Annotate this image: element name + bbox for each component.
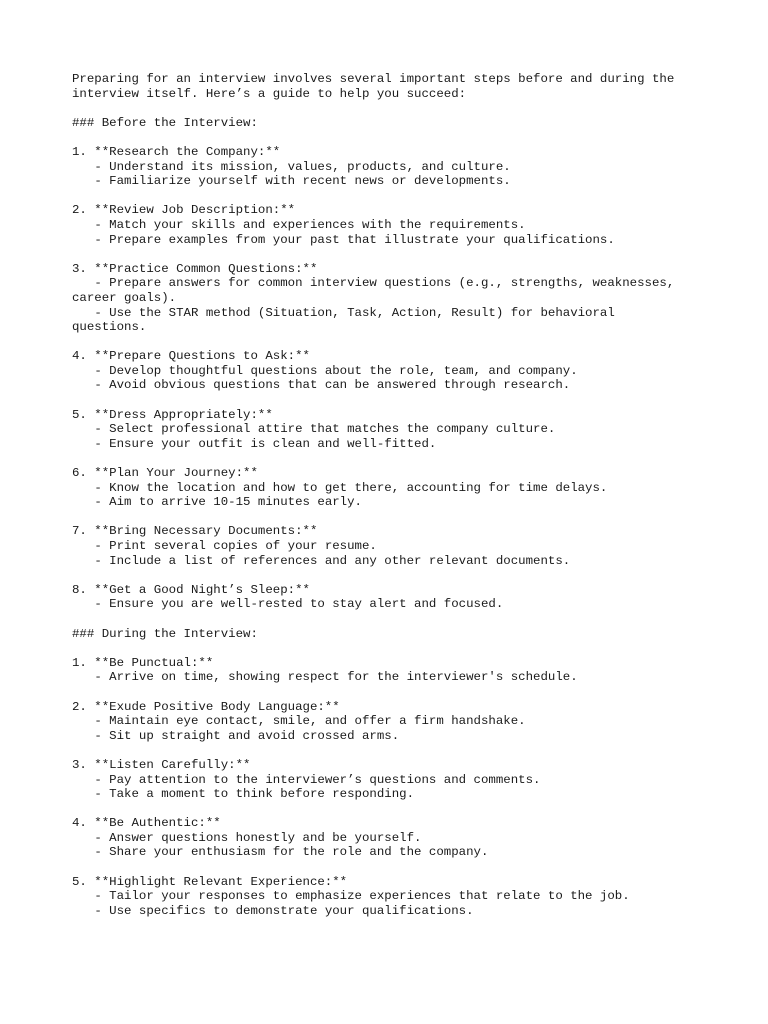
continuation-line: questions. bbox=[72, 320, 147, 335]
document-page bbox=[72, 72, 712, 918]
bullet-line: - Maintain eye contact, smile, and offer a firm handshake. bbox=[72, 714, 526, 729]
bullet-line: - Select professional attire that matches the company culture. bbox=[72, 422, 556, 437]
bullet-line: - Include a list of references and any other relevant documents. bbox=[72, 553, 571, 568]
numbered-item-heading: 3. **Practice Common Questions:** bbox=[72, 261, 318, 276]
bullet-line: - Sit up straight and avoid crossed arms. bbox=[72, 728, 400, 743]
numbered-item-heading: 8. **Get a Good Night’s Sleep:** bbox=[72, 582, 310, 597]
bullet-line: - Use specifics to demonstrate your qualifications. bbox=[72, 903, 474, 918]
bullet-line: - Ensure you are well-rested to stay alert and focused. bbox=[72, 597, 504, 612]
bullet-line: - Ensure your outfit is clean and well-fitted. bbox=[72, 436, 437, 451]
bullet-line: - Pay attention to the interviewer’s questions and comments. bbox=[72, 772, 541, 787]
intro-line: interview itself. Here’s a guide to help you succeed: bbox=[72, 86, 467, 101]
numbered-item-heading: 3. **Listen Carefully:** bbox=[72, 757, 251, 772]
bullet-line: - Take a moment to think before responding. bbox=[72, 787, 415, 802]
section-heading: ### During the Interview: bbox=[72, 626, 258, 641]
bullet-line: - Know the location and how to get there, accounting for time delays. bbox=[72, 480, 608, 495]
bullet-line: - Answer questions honestly and be yourself. bbox=[72, 830, 422, 845]
continuation-line: career goals). bbox=[72, 290, 177, 305]
bullet-line: - Print several copies of your resume. bbox=[72, 539, 377, 553]
numbered-item-heading: 2. **Review Job Description:** bbox=[72, 203, 296, 218]
numbered-item-heading: 2. **Exude Positive Body Language:** bbox=[72, 699, 340, 714]
bullet-line: - Use the STAR method (Situation, Task, Action, Result) for behavioral bbox=[72, 305, 615, 320]
bullet-line: - Tailor your responses to emphasize experiences that relate to the job. bbox=[72, 889, 630, 904]
bullet-line: - Prepare examples from your past that illustrate your qualifications. bbox=[72, 232, 615, 247]
document-body bbox=[72, 72, 712, 918]
bullet-line: - Familiarize yourself with recent news or developments. bbox=[72, 174, 511, 189]
numbered-item-heading: 1. **Research the Company:** bbox=[72, 144, 281, 159]
numbered-item-heading: 7. **Bring Necessary Documents:** bbox=[72, 524, 318, 539]
bullet-line: - Avoid obvious questions that can be answered through research. bbox=[72, 378, 571, 393]
bullet-line: - Match your skills and experiences with the requirements. bbox=[72, 217, 526, 232]
section-heading: ### Before the Interview: bbox=[72, 115, 258, 130]
bullet-line: - Arrive on time, showing respect for the interviewer's schedule. bbox=[72, 670, 578, 685]
bullet-line: - Prepare answers for common interview questions (e.g., strengths, weaknesses, bbox=[72, 276, 675, 291]
numbered-item-heading: 5. **Dress Appropriately:** bbox=[72, 407, 273, 422]
bullet-line: - Share your enthusiasm for the role and the company. bbox=[72, 845, 489, 860]
numbered-item-heading: 1. **Be Punctual:** bbox=[72, 655, 214, 670]
bullet-line: - Develop thoughtful questions about the role, team, and company. bbox=[72, 363, 578, 378]
numbered-item-heading: 4. **Prepare Questions to Ask:** bbox=[72, 349, 310, 364]
numbered-item-heading: 6. **Plan Your Journey:** bbox=[72, 466, 258, 481]
numbered-item-heading: 4. **Be Authentic:** bbox=[72, 816, 221, 831]
bullet-line: - Understand its mission, values, products, and culture. bbox=[72, 159, 511, 174]
bullet-line: - Aim to arrive 10-15 minutes early. bbox=[72, 495, 362, 510]
numbered-item-heading: 5. **Highlight Relevant Experience:** bbox=[72, 874, 348, 889]
intro-line: Preparing for an interview involves several important steps before and during the bbox=[72, 72, 675, 86]
